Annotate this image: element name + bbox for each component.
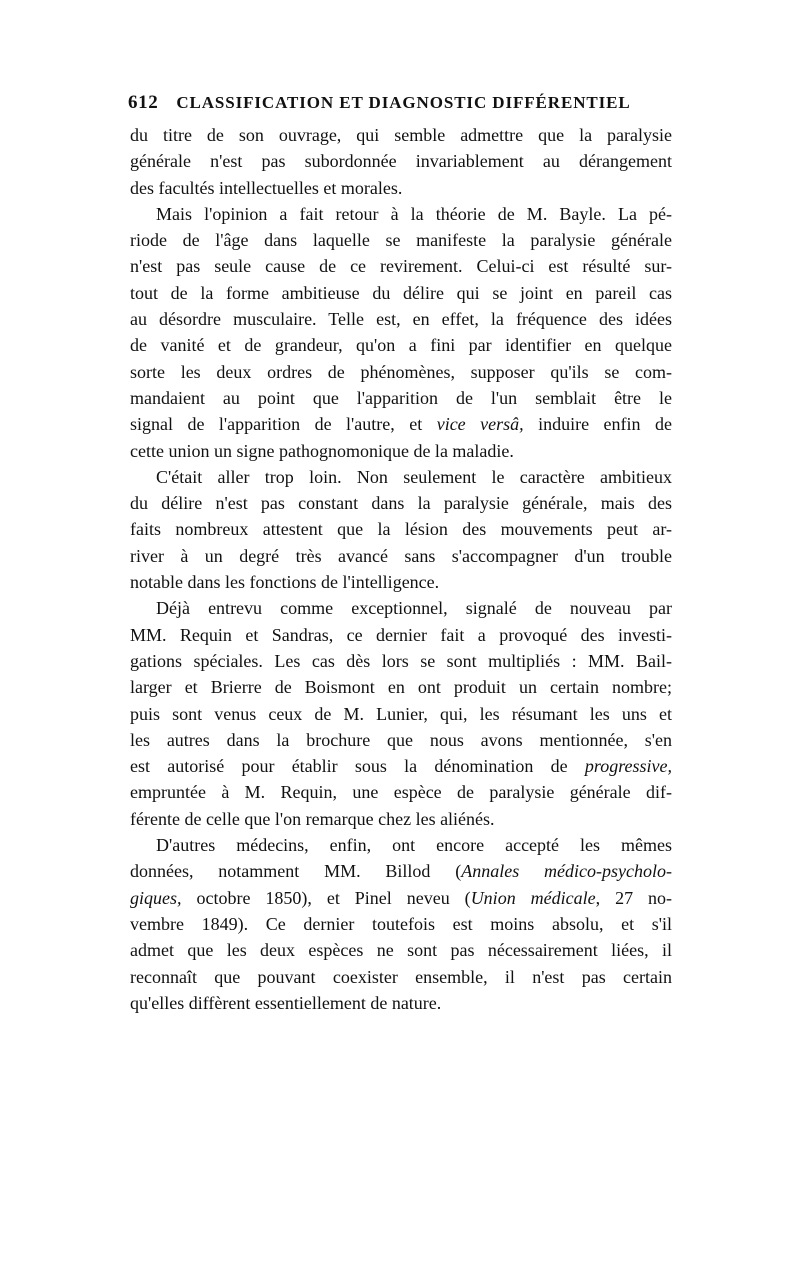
text-line: férente de celle que l'on remarque chez les aliénés. — [130, 808, 495, 829]
text-line: Mais l'opinion a fait retour à la théorie de M. Bayle. La pé- — [156, 203, 672, 224]
text-line: qu'elles diffèrent essentiellement de nature. — [130, 992, 442, 1013]
text-segment: données, notamment MM. Billod ( — [130, 861, 462, 882]
text-line: C'était aller trop loin. Non seulement le caractère ambitieux — [156, 466, 672, 487]
text-line: Déjà entrevu comme exceptionnel, signalé de nouveau par — [156, 598, 672, 619]
text-line: n'est pas seule cause de ce revirement. Celui-ci est résulté sur- — [130, 256, 672, 277]
text-line — [130, 858, 672, 884]
text-line: sorte les deux ordres de phénomènes, supposer qu'ils se com- — [130, 361, 672, 382]
text-segment: est autorisé pour établir sous la dénomination de — [130, 756, 568, 777]
text-line: faits nombreux attestent que la lésion des mouvements peut ar- — [130, 519, 672, 540]
text-segment: signal de l'apparition de l'autre, et — [130, 414, 423, 435]
text-line: gations spéciales. Les cas dès lors se sont multipliés : MM. Bail- — [130, 650, 672, 671]
text-line: vembre 1849). Ce dernier toutefois est moins absolu, et s'il — [130, 913, 672, 934]
italic-citation: Annales médico-psycholo- — [461, 861, 672, 882]
page-number: 612 — [128, 92, 159, 113]
text-line: river à un degré très avancé sans s'accompagner d'un trouble — [130, 545, 672, 566]
text-line: cette union un signe pathognomonique de la maladie. — [130, 440, 514, 461]
italic-citation: Union médicale — [470, 887, 596, 908]
body-text — [130, 122, 672, 1016]
text-line: tout de la forme ambitieuse du délire qui se joint en pareil cas — [130, 282, 672, 303]
running-head — [128, 92, 670, 116]
text-line: mandaient au point que l'apparition de l'un semblait être le — [130, 387, 672, 408]
text-line: du titre de son ouvrage, qui semble admettre que la paralysie — [130, 125, 672, 145]
italic-citation: giques, — [130, 887, 182, 908]
text-line: au désordre musculaire. Telle est, en effet, la fréquence des idées — [130, 309, 672, 330]
running-title: CLASSIFICATION ET DIAGNOSTIC DIFFÉRENTIEL — [176, 93, 631, 112]
text-segment: , 27 no- — [595, 887, 672, 908]
text-line — [130, 753, 672, 779]
text-line: larger et Brierre de Boismont en ont produit un certain nombre; — [130, 677, 672, 698]
text-line: générale n'est pas subordonnée invariablement au dérangement — [130, 151, 672, 172]
text-line: reconnaît que pouvant coexister ensemble, il n'est pas certain — [130, 966, 672, 987]
text-line: riode de l'âge dans laquelle se manifeste la paralysie générale — [130, 230, 672, 251]
text-line: notable dans les fonctions de l'intelligence. — [130, 572, 440, 593]
text-line: admet que les deux espèces ne sont pas nécessairement liées, il — [130, 940, 672, 961]
text-line: MM. Requin et Sandras, ce dernier fait a provoqué des investi- — [130, 624, 672, 645]
text-line — [130, 885, 672, 911]
text-line: empruntée à M. Requin, une espèce de paralysie générale dif- — [130, 782, 672, 803]
italic-term: vice versâ, — [436, 414, 524, 435]
italic-term: progressive, — [584, 756, 672, 777]
text-line: de vanité et de grandeur, qu'on a fini par identifier en quelque — [130, 335, 672, 356]
text-segment: octobre 1850), et Pinel neveu ( — [196, 887, 471, 908]
text-line: les autres dans la brochure que nous avons mentionnée, s'en — [130, 729, 672, 750]
text-line: D'autres médecins, enfin, ont encore accepté les mêmes — [156, 835, 672, 856]
text-line: des facultés intellectuelles et morales. — [130, 177, 403, 198]
text-line — [130, 411, 672, 437]
text-segment: induire enfin de — [538, 414, 672, 435]
text-line: du délire n'est pas constant dans la paralysie générale, mais des — [130, 493, 672, 514]
text-line: puis sont venus ceux de M. Lunier, qui, les résumant les uns et — [130, 703, 672, 724]
